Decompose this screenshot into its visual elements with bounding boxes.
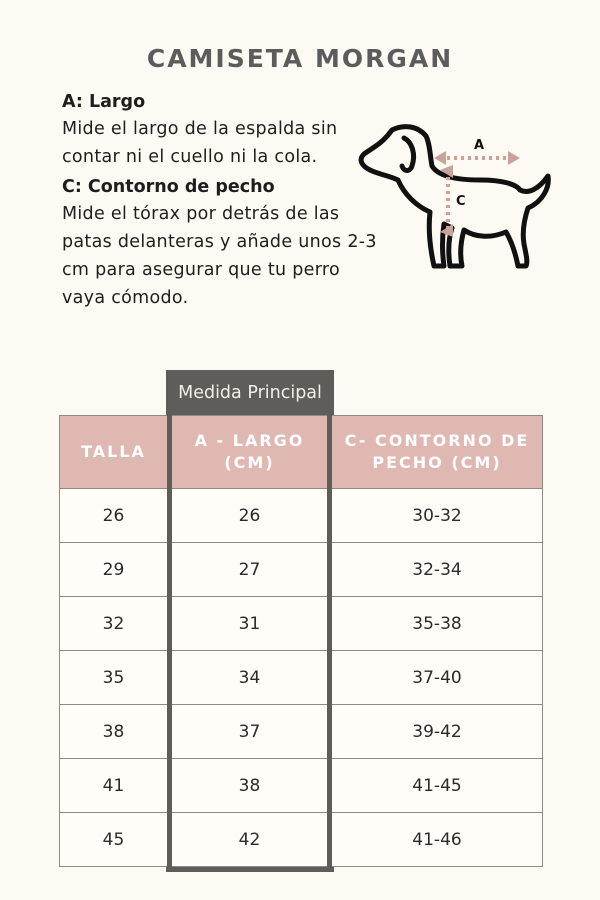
chest-cell: 37-40 bbox=[330, 651, 543, 705]
size-cell: 32 bbox=[60, 597, 170, 651]
table-row bbox=[60, 489, 543, 543]
table-header-row bbox=[60, 416, 543, 489]
chest-description: Mide el tórax por detrás de las patas delanteras y añade unos 2-3 cm para asegurar que tu perro vaya cómodo. bbox=[62, 204, 377, 308]
size-cell: 45 bbox=[60, 813, 170, 867]
size-cell: 26 bbox=[60, 489, 170, 543]
length-heading: A: Largo bbox=[62, 92, 146, 112]
size-cell: 38 bbox=[60, 705, 170, 759]
main-measure-label: Medida Principal bbox=[178, 383, 322, 403]
chest-cell: 41-45 bbox=[330, 759, 543, 813]
chest-cell: 41-46 bbox=[330, 813, 543, 867]
table-row bbox=[60, 543, 543, 597]
arrow-left-icon bbox=[434, 151, 446, 165]
measurement-instructions bbox=[62, 90, 382, 316]
size-cell: 29 bbox=[60, 543, 170, 597]
label-c: C bbox=[456, 194, 466, 209]
chest-cell: 32-34 bbox=[330, 543, 543, 597]
dog-measurement-diagram bbox=[356, 120, 561, 280]
table-row bbox=[60, 597, 543, 651]
chest-cell: 39-42 bbox=[330, 705, 543, 759]
header-size: TALLA bbox=[60, 416, 170, 489]
header-chest: C- CONTORNO DE PECHO (CM) bbox=[330, 416, 543, 489]
length-cell: 27 bbox=[170, 543, 330, 597]
arrow-right-icon bbox=[508, 151, 520, 165]
size-cell: 41 bbox=[60, 759, 170, 813]
label-a: A bbox=[474, 138, 485, 153]
length-cell: 42 bbox=[170, 813, 330, 867]
size-cell: 35 bbox=[60, 651, 170, 705]
length-cell: 26 bbox=[170, 489, 330, 543]
chest-cell: 35-38 bbox=[330, 597, 543, 651]
length-cell: 31 bbox=[170, 597, 330, 651]
table-row bbox=[60, 813, 543, 867]
table-row bbox=[60, 651, 543, 705]
header-length: A - LARGO (CM) bbox=[170, 416, 330, 489]
length-cell: 38 bbox=[170, 759, 330, 813]
length-description: Mide el largo de la espalda sin contar ni el cuello ni la cola. bbox=[62, 119, 338, 167]
page-title: CAMISETA MORGAN bbox=[146, 44, 454, 73]
chest-cell: 30-32 bbox=[330, 489, 543, 543]
size-table bbox=[59, 415, 543, 867]
length-cell: 37 bbox=[170, 705, 330, 759]
table-row bbox=[60, 705, 543, 759]
length-cell: 34 bbox=[170, 651, 330, 705]
table-row bbox=[60, 759, 543, 813]
dog-outline-icon bbox=[361, 127, 548, 266]
chest-heading: C: Contorno de pecho bbox=[62, 177, 275, 197]
